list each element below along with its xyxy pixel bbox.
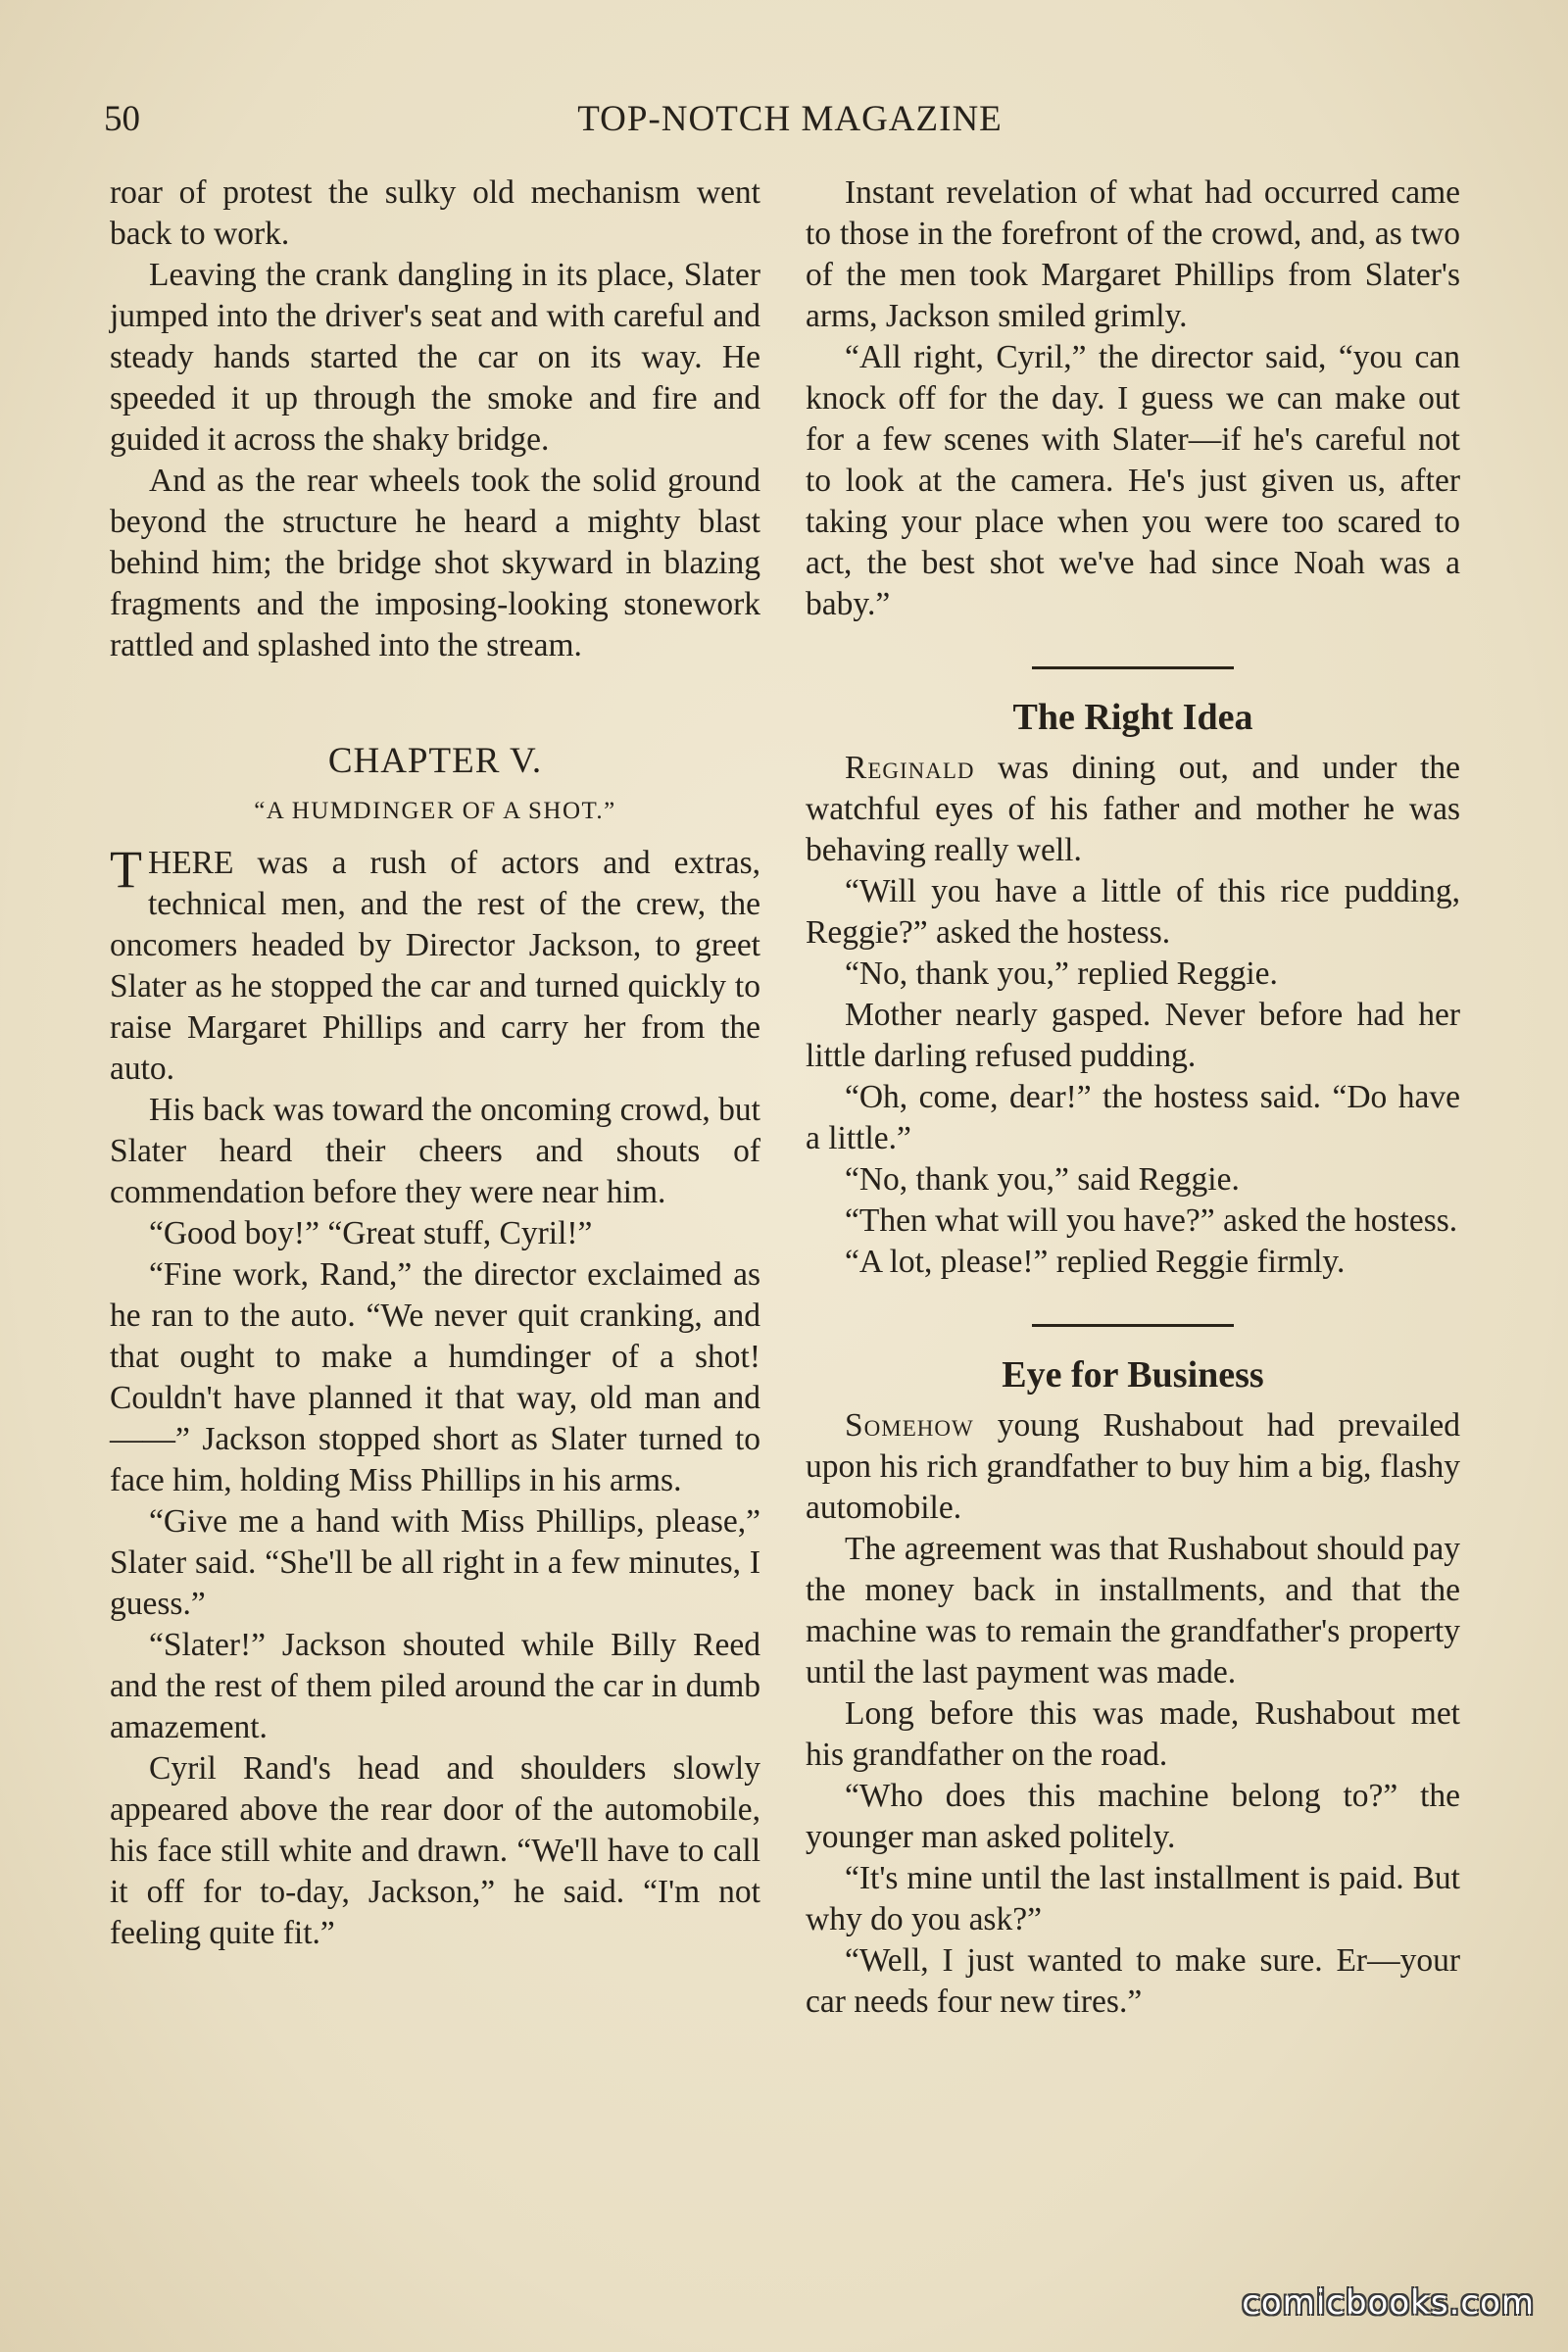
section-divider (1032, 1324, 1234, 1327)
paragraph: The agreement was that Rushabout should pay the money back in installments, and that the machine was to remain the grandfather's property until the last payment was made. (806, 1531, 1460, 1690)
paragraph: “Will you have a little of this rice pudding, Reggie?” asked the hostess. (806, 873, 1460, 951)
page-header (104, 90, 1476, 149)
drop-cap: T (110, 840, 142, 899)
paragraph: “Who does this machine belong to?” the younger man asked politely. (806, 1778, 1460, 1855)
chapter-opening-paragraph (110, 840, 760, 1090)
paragraph (806, 748, 1460, 871)
story-title-eye-for-business: Eye for Business (1002, 1354, 1264, 1396)
paragraph: “All right, Cyril,” the director said, “you can knock off for the day. I guess we can make out for a few scenes with Slater—if he's careful not to look at the camera. He's just given us, after taking your place when you were too scared to act, the best shot we've had since Noah was a baby.” (806, 339, 1460, 622)
paragraph-text: young Rushabout had prevailed upon his rich grandfather to buy him a big, flashy automobile. (806, 1407, 1460, 1526)
paragraph: “Then what will you have?” asked the hostess. (845, 1202, 1458, 1239)
right-column (806, 172, 1460, 2023)
paragraph: “A lot, please!” replied Reggie firmly. (845, 1244, 1346, 1280)
section-divider (1032, 666, 1234, 669)
paragraph: Leaving the crank dangling in its place, Slater jumped into the driver's seat and with careful and steady hands started the car on its way. He speeded it up through the smoke and fire and guided it across the shaky bridge. (110, 257, 760, 458)
paragraph: “No, thank you,” replied Reggie. (845, 956, 1278, 992)
paragraph: “Slater!” Jackson shouted while Billy Reed and the rest of them piled around the car in dumb amazement. (110, 1627, 760, 1745)
paragraph: His back was toward the oncoming crowd, but Slater heard their cheers and shouts of commendation before they were near him. (110, 1092, 760, 1210)
chapter-heading: CHAPTER V. (327, 741, 543, 781)
paragraph: And as the rear wheels took the solid ground beyond the structure he heard a mighty blast behind him; the bridge shot skyward in blazing fragments and the imposing-looking stonework rattled and splashed into the stream. (110, 463, 760, 663)
left-column (110, 172, 760, 1954)
paragraph: “Well, I just wanted to make sure. Er—your car needs four new tires.” (806, 1942, 1460, 2020)
running-title: TOP-NOTCH MAGAZINE (577, 99, 1003, 139)
story-title-right-idea: The Right Idea (1012, 697, 1253, 738)
paragraph-text: was dining out, and under the watchful eyes of his father and mother he was behaving really well. (806, 750, 1460, 868)
watermark: comicbooks.com (1242, 2283, 1535, 2323)
paragraph: Instant revelation of what had occurred came to those in the forefront of the crowd, and, as two of the men took Margaret Phillips from Slater's arms, Jackson smiled grimly. (806, 174, 1460, 334)
page-number: 50 (104, 99, 140, 139)
paragraph: “Good boy!” “Great stuff, Cyril!” (149, 1215, 593, 1251)
paragraph: “Give me a hand with Miss Phillips, please,” Slater said. “She'll be all right in a few minutes, I guess.” (110, 1503, 760, 1622)
paragraph: Mother nearly gasped. Never before had her little darling refused pudding. (806, 997, 1460, 1074)
lead-word: Reginald (845, 750, 975, 786)
paragraph: “It's mine until the last installment is paid. But why do you ask?” (806, 1860, 1460, 1937)
paragraph: “Oh, come, dear!” the hostess said. “Do have a little.” (806, 1079, 1460, 1156)
paragraph: Long before this was made, Rushabout met his grandfather on the road. (806, 1695, 1460, 1773)
lead-word: Somehow (845, 1407, 974, 1444)
chapter-subtitle: “A HUMDINGER OF A SHOT.” (254, 798, 616, 824)
paragraph: “Fine work, Rand,” the director exclaimed as he ran to the auto. “We never quit cranking, and that ought to make a humdinger of a shot! Couldn't have planned it that way, old man and——” Jackson stopped short as Slater turned to face him, holding Miss Phillips in his arms. (110, 1256, 760, 1498)
paragraph (806, 1405, 1460, 1529)
paragraph: roar of protest the sulky old mechanism went back to work. (110, 174, 760, 252)
paragraph: Cyril Rand's head and shoulders slowly appeared above the rear door of the automobile, his face still white and drawn. “We'll have to call it off for to-day, Jackson,” he said. “I'm not feeling quite fit.” (110, 1750, 760, 1951)
paragraph: “No, thank you,” said Reggie. (845, 1161, 1240, 1198)
paragraph-text: HERE was a rush of actors and extras, technical men, and the rest of the crew, the oncomers headed by Director Jackson, to greet Slater as he stopped the car and turned quickly to raise Margaret Phillips and carry her from the auto. (110, 845, 760, 1087)
